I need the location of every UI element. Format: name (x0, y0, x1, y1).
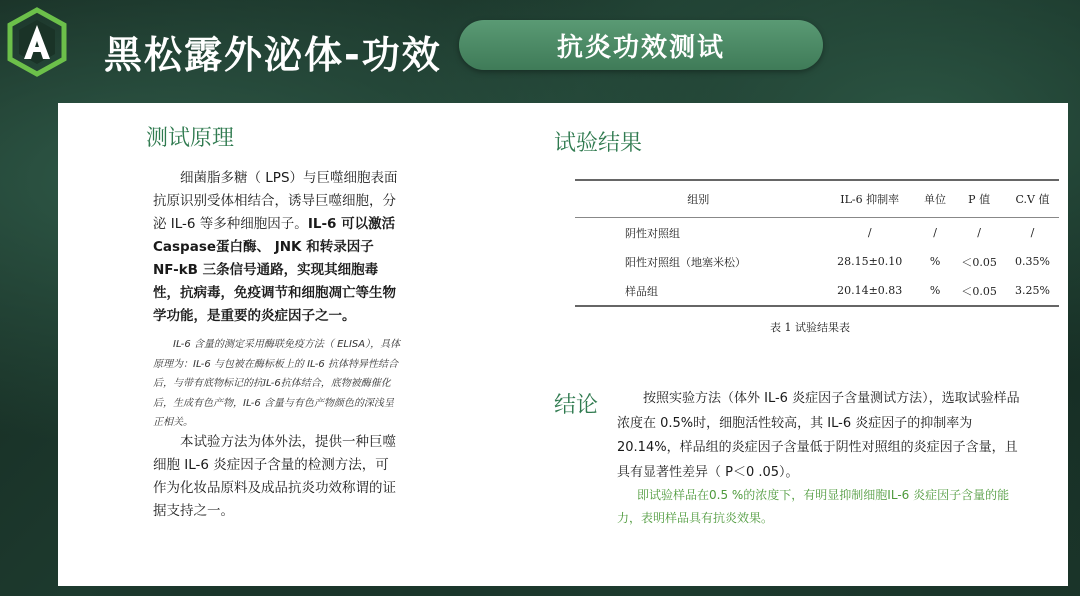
table-cell: 阴性对照组 (625, 226, 680, 240)
principle-text (153, 167, 398, 328)
method-text: 本试验方法为体外法，提供一种巨噬细胞 IL-6 炎症因子含量的检测方法，可作为化妆品原料及成品抗炎功效称谓的证据支持之一。 (153, 434, 396, 519)
table-cell: / (933, 226, 937, 239)
elisa-note (153, 335, 403, 433)
table-row (575, 276, 1059, 306)
conclusion-highlight (617, 484, 1017, 530)
results-title: 试验结果 (554, 131, 643, 156)
table-row (575, 218, 1059, 248)
table-cell: % (918, 276, 952, 306)
table-cell: 样品组 (575, 276, 822, 306)
table-row (575, 247, 1059, 276)
conclusion-paragraph (617, 387, 1027, 485)
principle-title: 测试原理 (146, 126, 235, 151)
table-cell: / (977, 226, 981, 239)
table-header-row (575, 180, 1059, 218)
table-header: P 值 (952, 180, 1006, 218)
section-pill-label: 抗炎功效测试 (556, 32, 725, 63)
table-cell: ＜0.05 (961, 255, 997, 269)
table-header: C.V 值 (1006, 180, 1059, 218)
table-cell: % (929, 255, 941, 268)
conclusion-highlight-text: 即试验样品在0.5 %的浓度下，有明显抑制细胞IL-6 炎症因子含量的能力，表明样品具有抗炎效果。 (617, 488, 1010, 525)
page-title: 黑松露外泌体-功效 (104, 33, 442, 77)
table-caption: 表 1 试验结果表 (770, 321, 850, 334)
table-cell: 20.14±0.83 (822, 276, 918, 306)
conclusion-text: 按照实验方法（体外 IL-6 炎症因子含量测试方法），选取试验样品浓度在 0.5%时，细胞活性较高，其 IL-6 炎症因子的抑制率为 20.14%，样品组的炎症因子含量低于阴性对照组的炎症因子含量，且具有显著性差异（ P＜0 .05）。 (617, 391, 1020, 480)
section-pill (459, 20, 823, 70)
principle-text-normal: 细菌脂多糖（ LPS）与巨噬细胞表面抗原识别受体相结合，诱导巨噬细胞，分泌 IL-6 等多种细胞因子。 (153, 170, 398, 232)
table-cell: 0.35% (1015, 255, 1050, 268)
table-header: 组别 (575, 180, 822, 218)
table-cell: 28.15±0.10 (837, 255, 903, 268)
table-cell: / (867, 226, 872, 239)
results-table (575, 179, 1059, 307)
table-cell: 阳性对照组（地塞米松） (625, 255, 746, 269)
principle-paragraph (153, 167, 398, 328)
method-paragraph (153, 431, 398, 523)
table-header: 单位 (918, 180, 952, 218)
hexagon-a-logo-icon (6, 7, 68, 77)
table-cell: / (1030, 226, 1035, 239)
elisa-note-text: IL-6 含量的测定采用酶联免疫方法（ ELISA），具体原理为：IL-6 与包被在酶标板上的 IL-6 抗体特异性结合后，与带有底物标记的抗IL-6抗体结合，底物被酶催化后，生成有色产物，IL-6 含量与有色产物颜色的深浅呈正相关。 (153, 339, 401, 428)
table-cell: 3.25% (1006, 276, 1059, 306)
table-header: IL-6 抑制率 (822, 180, 918, 218)
conclusion-title: 结论 (554, 393, 599, 418)
principle-text-bold: IL-6 可以激活Caspase蛋白酶、 JNK 和转录因子NF-kB 三条信号通路，实现其细胞毒性，抗病毒，免疫调节和细胞凋亡等生物学功能，是重要的炎症因子之一。 (153, 216, 396, 324)
table-cell: ＜0.05 (952, 276, 1006, 306)
